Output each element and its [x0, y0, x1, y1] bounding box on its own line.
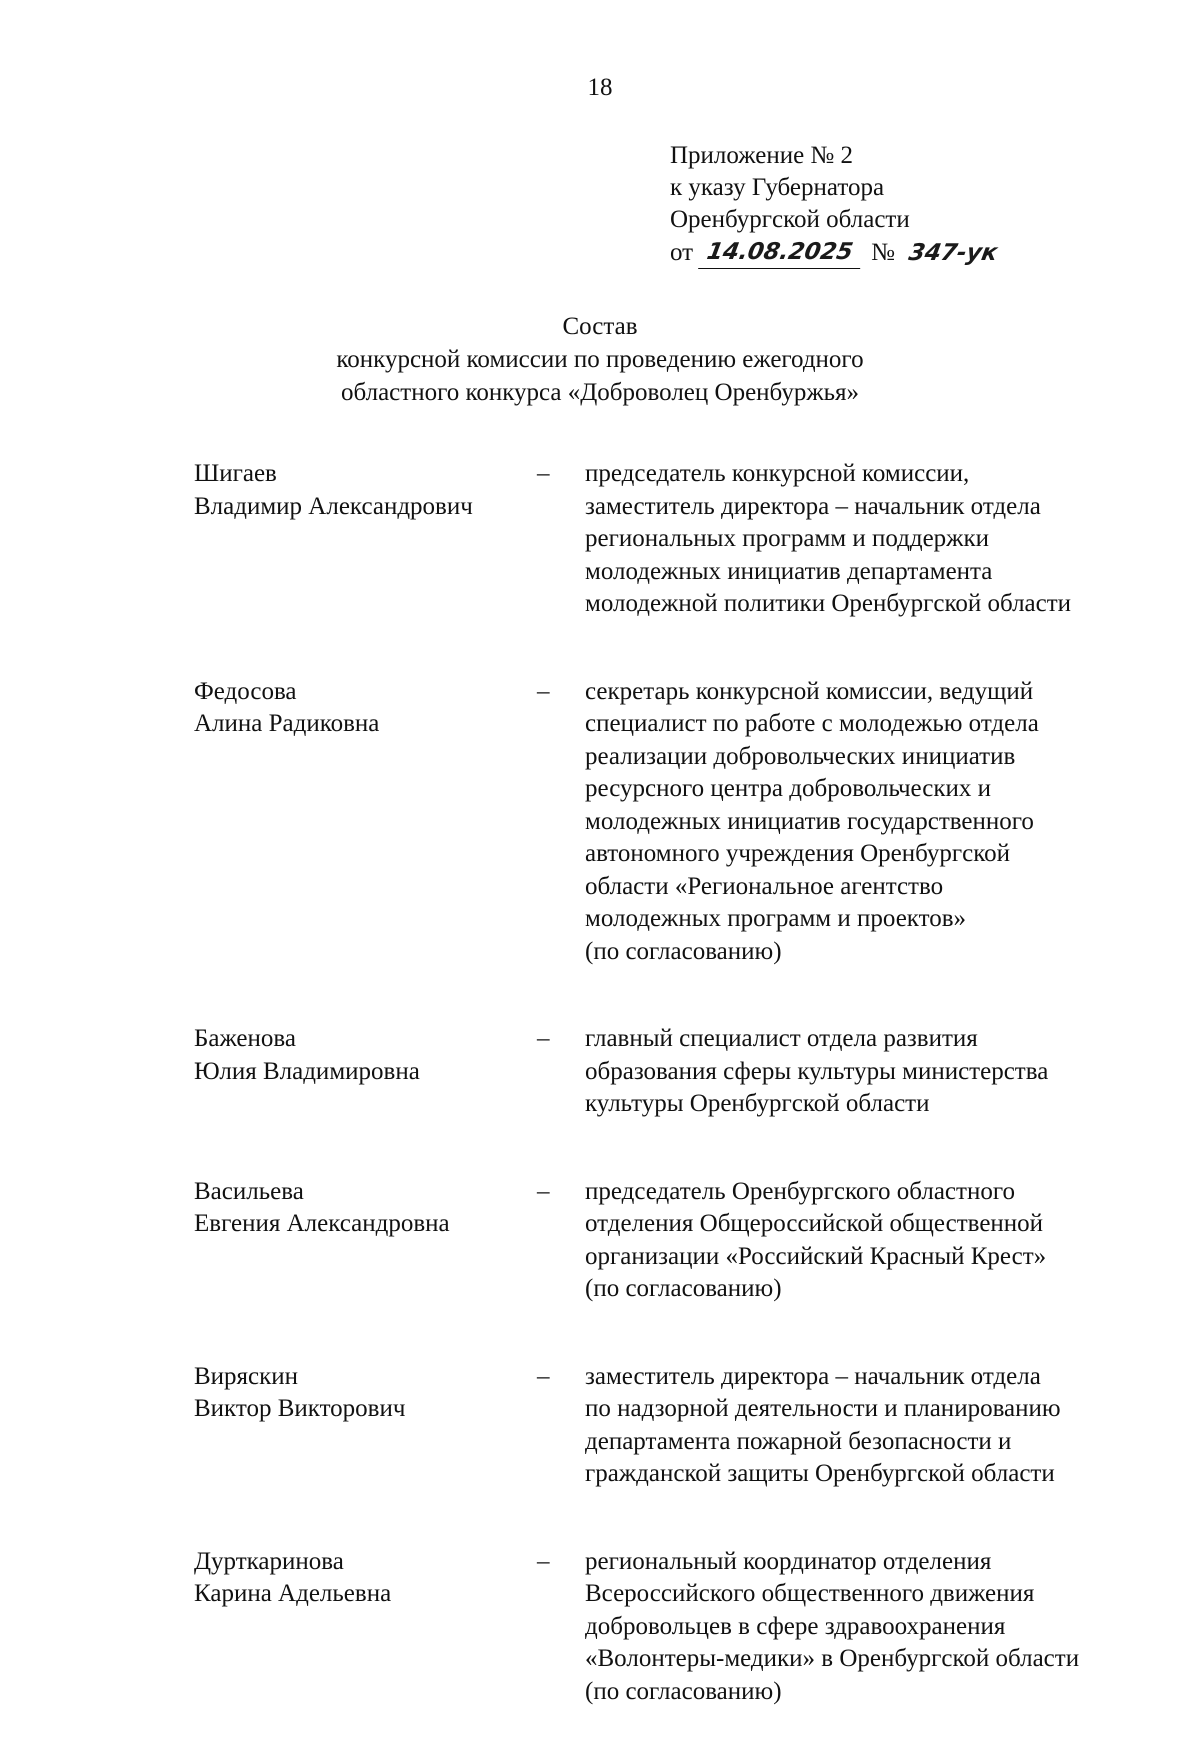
member-surname: Васильева [194, 1177, 304, 1205]
handwritten-date: 14.08.2025 [698, 236, 866, 269]
member-dash: – [537, 1547, 550, 1575]
annex-decree-ref: к указу Губернатора [670, 174, 885, 201]
member-entry [194, 1023, 1154, 1121]
member-name [194, 1023, 534, 1121]
annex-number-label: № [871, 239, 895, 266]
member-surname: Дурткаринова [194, 1547, 344, 1575]
document-title-line-1: Состав [562, 313, 638, 340]
member-surname: Виряскин [194, 1362, 299, 1390]
member-entry [194, 1546, 1154, 1709]
member-given-names: Владимир Александрович [194, 492, 473, 520]
member-entry [194, 458, 1154, 621]
member-given-names: Карина Адельевна [194, 1580, 392, 1607]
member-name [194, 458, 534, 621]
member-given-names: Виктор Викторович [194, 1395, 406, 1422]
member-role: председатель Оренбургского областного отделения Общероссийской общественной организации «Российский Красный Крест» (по согласованию) [585, 1177, 1047, 1302]
member-name [194, 1176, 534, 1306]
member-role: заместитель директора – начальник отдела по надзорной деятельности и планированию департамента пожарной безопасности и гражданской защиты Оренбургской области [585, 1362, 1061, 1487]
member-dash: – [537, 1025, 550, 1052]
member-dash: – [537, 1177, 550, 1205]
annex-block [670, 140, 1015, 269]
member-given-names: Юлия Владимировна [194, 1057, 420, 1085]
member-name [194, 1546, 534, 1709]
annex-from-label: от [670, 239, 694, 266]
handwritten-number: 347-ук [906, 240, 1000, 266]
member-entry [194, 1176, 1154, 1306]
document-title-line-2: конкурсной комиссии по проведению ежегодного [336, 346, 864, 373]
member-entry [194, 676, 1154, 969]
member-surname: Шигаев [194, 460, 277, 487]
member-surname: Федосова [194, 677, 297, 705]
member-given-names: Алина Радиковна [194, 710, 380, 737]
member-role: секретарь конкурсной комиссии, ведущий специалист по работе с молодежью отдела реализации добровольческих инициатив ресурсного центра добровольческих и молодежных инициатив государственного автономного учреждения Оренбургской области «Региональное агентство молодежных программ и проектов» (по согласованию) [585, 677, 1039, 965]
member-entry [194, 1361, 1154, 1491]
member-dash: – [537, 677, 550, 705]
member-role: председатель конкурсной комиссии, заместитель директора – начальник отдела региональных программ и поддержки молодежных инициатив департамента молодежной политики Оренбургской области [585, 460, 1072, 617]
document-title-line-3: областного конкурса «Доброволец Оренбуржья» [341, 379, 859, 406]
member-surname: Баженова [194, 1025, 296, 1052]
member-dash: – [537, 460, 550, 487]
page-number: 18 [587, 74, 613, 101]
annex-region: Оренбургской области [670, 206, 910, 233]
member-name [194, 676, 534, 969]
document-title [0, 310, 1200, 409]
member-role: региональный координатор отделения Всероссийского общественного движения добровольцев в сфере здравоохранения «Волонтеры-медики» в Оренбургской области (по согласованию) [585, 1547, 1080, 1705]
annex-title: Приложение № 2 [670, 142, 854, 169]
member-role: главный специалист отдела развития образования сферы культуры министерства культуры Оренбургской области [585, 1025, 1049, 1117]
annex-date-number-line [670, 236, 1015, 269]
member-name [194, 1361, 534, 1491]
commission-members-list [194, 458, 1154, 1763]
member-given-names: Евгения Александровна [194, 1210, 450, 1237]
member-dash: – [537, 1362, 550, 1390]
